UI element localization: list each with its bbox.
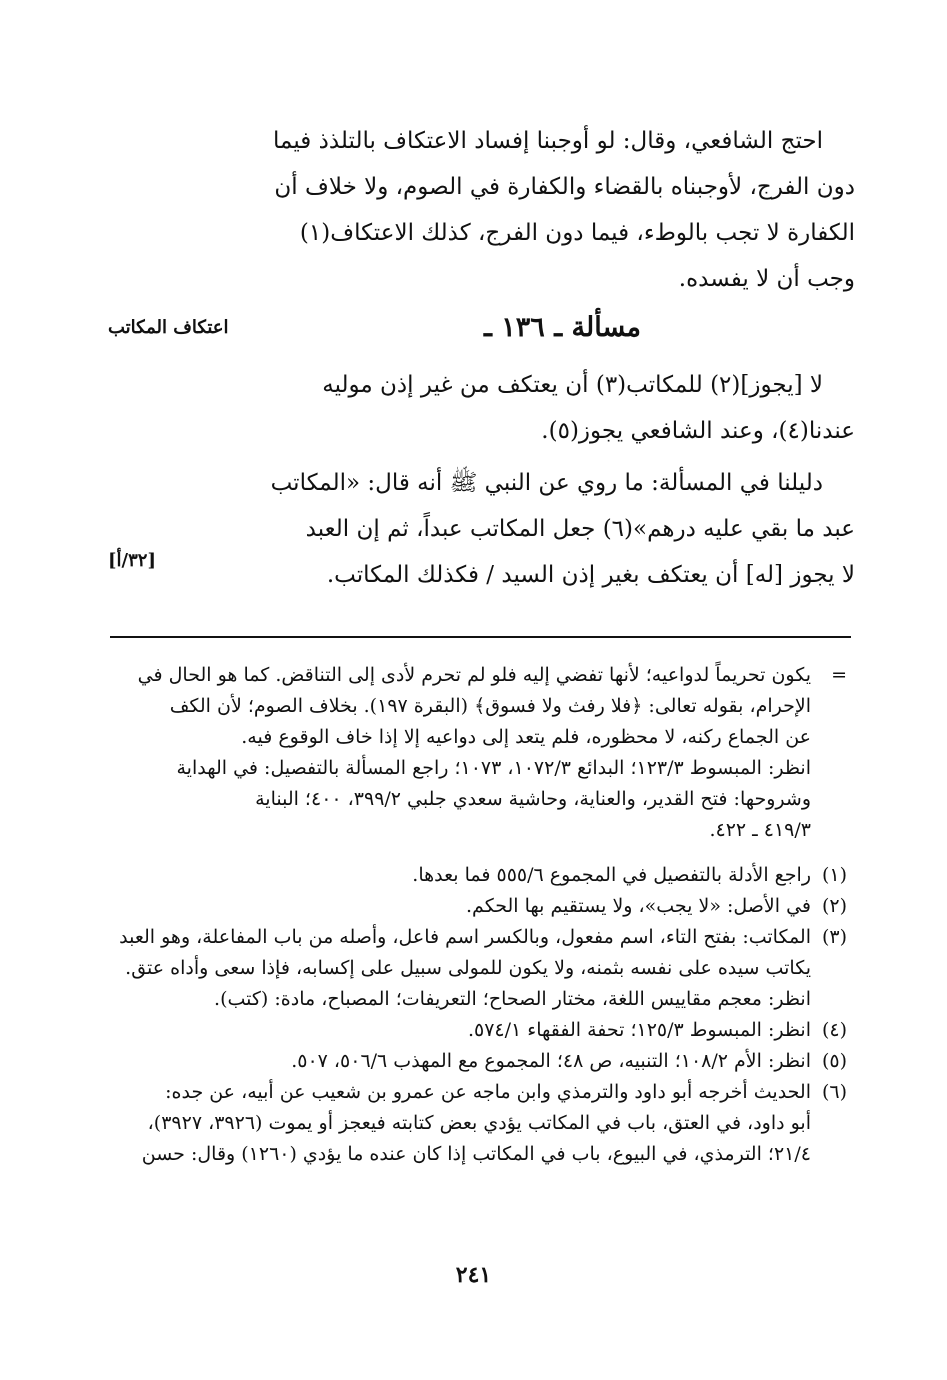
footnote-number: (٦): [821, 1081, 847, 1103]
paragraph-3: [270, 460, 855, 598]
footnote-5: [104, 1046, 847, 1077]
text-line: دون الفرج، لأوجبناه بالقضاء والكفارة في الصوم، ولا خلاف أن: [274, 174, 855, 200]
footnote-2: [104, 891, 847, 922]
footnote-line: انظر: الأم ١٠٨/٢؛ التنبيه، ص ٤٨؛ المجموع مع المهذب ٥٠٦/٦، ٥٠٧.: [291, 1050, 811, 1072]
text-line: وجب أن لا يفسده.: [678, 266, 855, 292]
issue-heading: مسألة ـ ١٣٦ ـ: [483, 312, 641, 343]
footnote-divider: [110, 636, 851, 638]
footnote-number: (٥): [821, 1050, 847, 1072]
footnotes: [104, 660, 847, 1170]
footnote-number: (٢): [821, 895, 847, 917]
text-line: احتج الشافعي، وقال: لو أوجبنا إفساد الاعتكاف بالتلذذ فيما: [273, 128, 823, 154]
footnote-number: (١): [821, 864, 847, 886]
footnote-4: [104, 1015, 847, 1046]
paragraph-2: [270, 362, 855, 454]
footnote-1: [104, 860, 847, 891]
text-line: عندنا(٤)، وعند الشافعي يجوز(٥).: [541, 418, 855, 444]
footnote-line: الإحرام، بقوله تعالى: ﴿فلا رفث ولا فسوق﴾ (البقرة ١٩٧). بخلاف الصوم؛ لأن الكف: [169, 695, 811, 717]
text-line: الكفارة لا تجب بالوطء، فيما دون الفرج، كذلك الاعتكاف(١): [299, 220, 855, 246]
issue-heading-row: [0, 306, 947, 350]
footnote-line: الحديث أخرجه أبو داود والترمذي وابن ماجه عن عمرو بن شعيب عن أبيه، عن جده:: [165, 1081, 811, 1103]
footnote-line: يكاتب سيده على نفسه بثمنه، ولا يكون للمولى سبيل على إكسابه، فإذا سعى وأداه عتق.: [125, 957, 811, 979]
footnote-line: عن الجماع ركنه، لا محظوره، فلم يتعد إلى دواعيه إلا إذا خاف الوقوع فيه.: [241, 726, 811, 748]
footnote-line: انظر: المبسوط ١٢٥/٣؛ تحفة الفقهاء ٥٧٤/١.: [467, 1019, 811, 1041]
footnote-line: انظر: معجم مقاييس اللغة، مختار الصحاح؛ التعريفات؛ المصباح، مادة: (كتب).: [214, 988, 811, 1010]
footnote-3: [104, 922, 847, 1015]
footnote-line: راجع الأدلة بالتفصيل في المجموع ٥٥٥/٦ فما بعدها.: [412, 864, 811, 886]
text-line: دليلنا في المسألة: ما روي عن النبي ﷺ أنه قال: «المكاتب: [270, 470, 823, 496]
footnote-6: [104, 1077, 847, 1170]
manuscript-folio-ref: [٣٢/أ]: [108, 550, 156, 571]
footnote-line: ٢١/٤؛ الترمذي، في البيوع، باب في المكاتب إذا كان عنده ما يؤدي (١٢٦٠) وقال: حسن: [141, 1143, 811, 1165]
side-note: اعتكاف المكاتب: [108, 317, 229, 338]
footnote-line: في الأصل: «لا يجب»، ولا يستقيم بها الحكم.: [466, 895, 811, 917]
footnote-line: ٤١٩/٣ ـ ٤٢٢.: [709, 819, 811, 841]
footnote-line: أبو داود، في العتق، باب في المكاتب يؤدي بعض كتابته فيعجز أو يموت (٣٩٢٦، ٣٩٢٧)،: [147, 1112, 811, 1134]
footnote-line: وشروحها: فتح القدير، والعناية، وحاشية سعدي جلبي ٣٩٩/٢، ٤٠٠؛ البناية: [255, 788, 811, 810]
footnote-number: (٤): [821, 1019, 847, 1041]
page-number: ٢٤١: [455, 1262, 492, 1288]
footnote-continuation: [104, 660, 847, 846]
footnote-line: يكون تحريماً لدواعيه؛ لأنها تفضي إليه فلو لم تحرم لأدى إلى التناقض. كما هو الحال في: [137, 664, 811, 686]
continuation-marker: =: [831, 664, 847, 686]
text-line: لا يجوز [له] أن يعتكف بغير إذن السيد / فكذلك المكاتب.: [326, 562, 855, 588]
paragraph-1: [270, 118, 855, 302]
footnote-line: انظر: المبسوط ١٢٣/٣؛ البدائع ١٠٧٢/٣، ١٠٧٣؛ راجع المسألة بالتفصيل: في الهداية: [176, 757, 811, 779]
footnote-line: المكاتب: بفتح التاء، اسم مفعول، وبالكسر اسم فاعل، وأصله من باب المفاعلة، وهو العبد: [119, 926, 811, 948]
text-line: عبد ما بقي عليه درهم»(٦) جعل المكاتب عبداً، ثم إن العبد: [305, 516, 855, 542]
text-line: لا [يجوز](٢) للمكاتب(٣) أن يعتكف من غير إذن موليه: [322, 372, 823, 398]
footnote-number: (٣): [821, 926, 847, 948]
